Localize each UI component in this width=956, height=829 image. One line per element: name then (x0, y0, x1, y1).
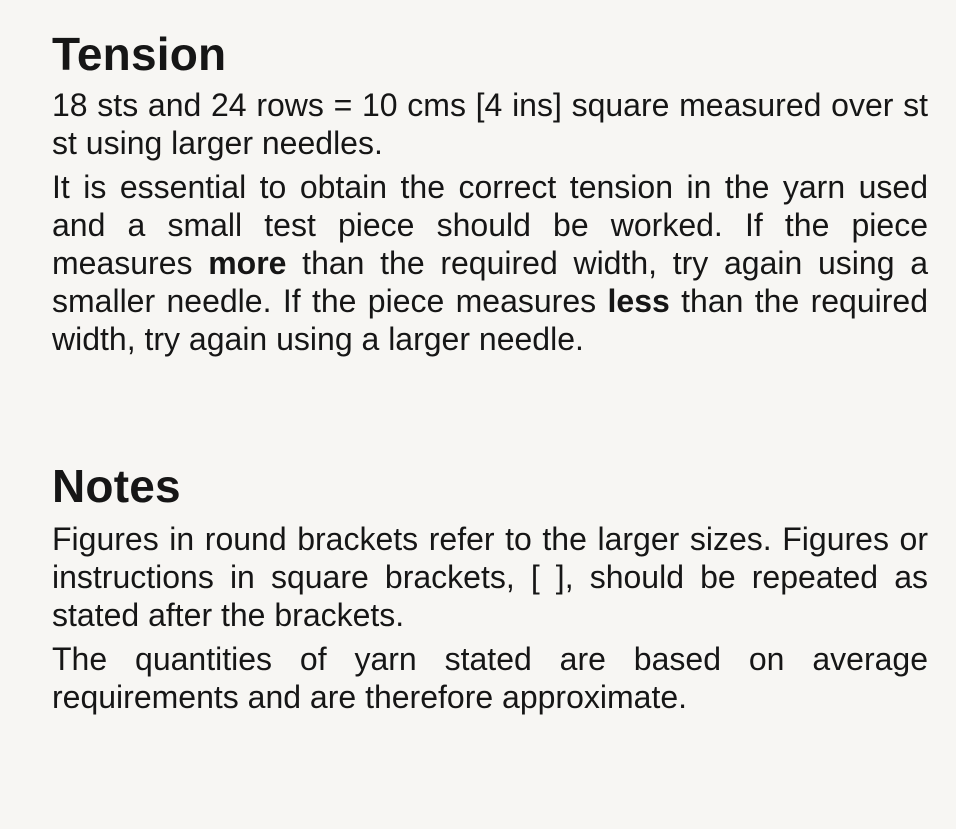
tension-spec-paragraph: 18 sts and 24 rows = 10 cms [4 ins] square measured over st st using larger needles. (52, 87, 928, 161)
emphasis-less: less (607, 283, 670, 319)
notes-quantities-paragraph: The quantities of yarn stated are based on average requirements and are therefore approximate. (52, 641, 928, 715)
notes-brackets-paragraph: Figures in round brackets refer to the larger sizes. Figures or instructions in square brackets, [ ], should be repeated as stated after the brackets. (52, 521, 928, 633)
tension-section (52, 26, 928, 358)
tension-heading: Tension (52, 28, 227, 80)
notes-heading: Notes (52, 460, 181, 512)
tension-advice-text-1: It is essential to obtain the correct tension in the yarn used and a small test piece should be worked. If the piece measures (52, 169, 928, 281)
tension-advice-text-2: than the required width, try again using a smaller needle. If the piece measures (52, 245, 929, 319)
emphasis-more: more (208, 245, 287, 281)
pattern-notes-page (52, 26, 928, 716)
notes-section (52, 458, 928, 716)
tension-advice-text-3: than the required width, try again using a larger needle. (52, 283, 929, 357)
tension-advice-paragraph (52, 168, 928, 358)
